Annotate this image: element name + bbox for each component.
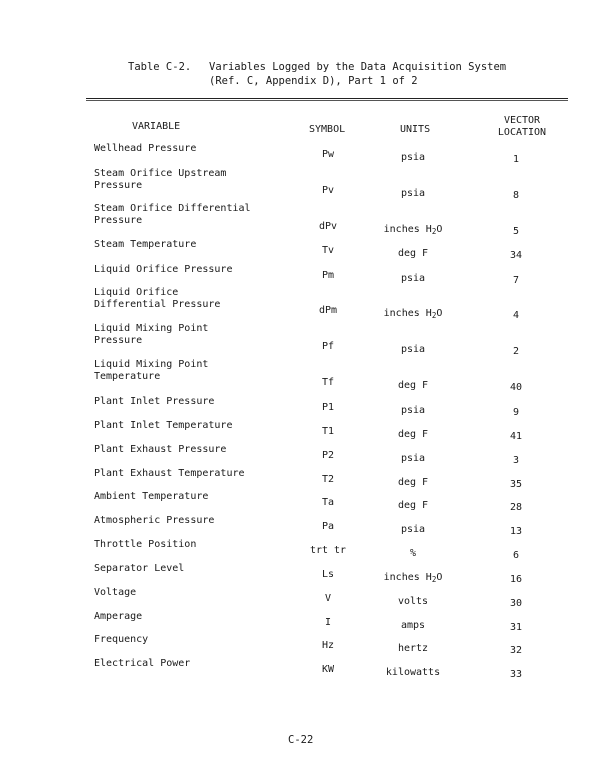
vector-location-cell: 3 (512, 455, 520, 466)
symbol-cell: V (324, 593, 332, 604)
variable-cell: Electrical Power (94, 658, 191, 669)
column-header-vector-location: VECTOR LOCATION (497, 115, 547, 138)
variable-cell: Liquid Orifice Differential Pressure (94, 287, 221, 310)
vector-location-cell: 33 (509, 669, 523, 680)
header-rule-secondary (86, 100, 568, 101)
column-header-symbol: SYMBOL (309, 124, 346, 135)
variable-cell: Amperage (94, 611, 143, 622)
units-cell: psia (400, 273, 426, 284)
vector-location-cell: 13 (509, 526, 523, 537)
table-title-line-1: Variables Logged by the Data Acquisition System (209, 61, 507, 73)
units-cell: deg F (397, 248, 429, 259)
vector-location-cell: 34 (509, 250, 523, 261)
variable-cell: Steam Orifice Differential Pressure (94, 203, 251, 226)
symbol-cell: Pa (321, 521, 335, 532)
variable-cell: Liquid Mixing Point Temperature (94, 359, 209, 382)
symbol-cell: Hz (321, 640, 335, 651)
header-rule (86, 98, 568, 99)
units-cell: psia (400, 405, 426, 416)
variable-cell: Liquid Orifice Pressure (94, 264, 233, 275)
vector-location-cell: 9 (512, 407, 520, 418)
vector-location-cell: 8 (512, 190, 520, 201)
symbol-cell: Tf (321, 377, 335, 388)
column-header-variable: VARIABLE (132, 121, 181, 132)
variable-cell: Frequency (94, 634, 149, 645)
units-cell: % (409, 548, 417, 559)
vector-location-cell: 40 (509, 382, 523, 393)
units-cell: deg F (397, 380, 429, 391)
units-cell: psia (400, 524, 426, 535)
page-number: C-22 (288, 734, 314, 746)
symbol-cell: T1 (321, 426, 335, 437)
variable-cell: Steam Orifice Upstream Pressure (94, 168, 227, 191)
units-cell: deg F (397, 500, 429, 511)
variable-cell: Voltage (94, 587, 137, 598)
vector-location-cell: 4 (512, 310, 520, 321)
table-label: Table C-2. (128, 61, 192, 73)
symbol-cell: Pv (321, 185, 335, 196)
symbol-cell: Pw (321, 149, 335, 160)
symbol-cell: Pf (321, 341, 335, 352)
symbol-cell: Ta (321, 497, 335, 508)
units-cell: psia (400, 188, 426, 199)
units-cell: deg F (397, 477, 429, 488)
vector-location-cell: 35 (509, 479, 523, 490)
variable-cell: Liquid Mixing Point Pressure (94, 323, 209, 346)
symbol-cell: dPm (318, 305, 338, 316)
units-cell: inches $H_2O$ (383, 308, 443, 320)
variable-cell: Separator Level (94, 563, 185, 574)
units-cell: volts (397, 596, 429, 607)
units-cell: psia (400, 344, 426, 355)
vector-location-cell: 2 (512, 346, 520, 357)
vector-location-cell: 6 (512, 550, 520, 561)
symbol-cell: Tv (321, 245, 335, 256)
symbol-cell: P1 (321, 402, 335, 413)
variable-cell: Plant Inlet Temperature (94, 420, 233, 431)
symbol-cell: P2 (321, 450, 335, 461)
vector-location-cell: 16 (509, 574, 523, 585)
vector-location-cell: 31 (509, 622, 523, 633)
units-cell: psia (400, 453, 426, 464)
variable-cell: Ambient Temperature (94, 491, 209, 502)
symbol-cell: trt tr (309, 545, 347, 556)
vector-location-cell: 1 (512, 154, 520, 165)
symbol-cell: Ls (321, 569, 335, 580)
symbol-cell: dPv (318, 221, 338, 232)
variable-cell: Plant Exhaust Temperature (94, 468, 245, 479)
units-cell: kilowatts (385, 667, 441, 678)
variable-cell: Atmospheric Pressure (94, 515, 215, 526)
units-cell: inches $H_2O$ (383, 224, 443, 236)
variable-cell: Plant Inlet Pressure (94, 396, 215, 407)
symbol-cell: Pm (321, 270, 335, 281)
units-cell: amps (400, 620, 426, 631)
vector-location-cell: 5 (512, 226, 520, 237)
vector-location-cell: 41 (509, 431, 523, 442)
vector-location-cell: 28 (509, 502, 523, 513)
units-cell: hertz (397, 643, 429, 654)
vector-location-cell: 32 (509, 645, 523, 656)
vector-location-cell: 30 (509, 598, 523, 609)
units-cell: deg F (397, 429, 429, 440)
vector-location-cell: 7 (512, 275, 520, 286)
symbol-cell: KW (321, 664, 335, 675)
variable-cell: Steam Temperature (94, 239, 197, 250)
units-cell: inches $H_2O$ (383, 572, 443, 584)
units-cell: psia (400, 152, 426, 163)
variable-cell: Plant Exhaust Pressure (94, 444, 227, 455)
variable-cell: Wellhead Pressure (94, 143, 197, 154)
variable-cell: Throttle Position (94, 539, 197, 550)
symbol-cell: I (324, 617, 332, 628)
symbol-cell: T2 (321, 474, 335, 485)
table-title-line-2: (Ref. C, Appendix D), Part 1 of 2 (209, 75, 418, 87)
column-header-units: UNITS (400, 124, 431, 135)
